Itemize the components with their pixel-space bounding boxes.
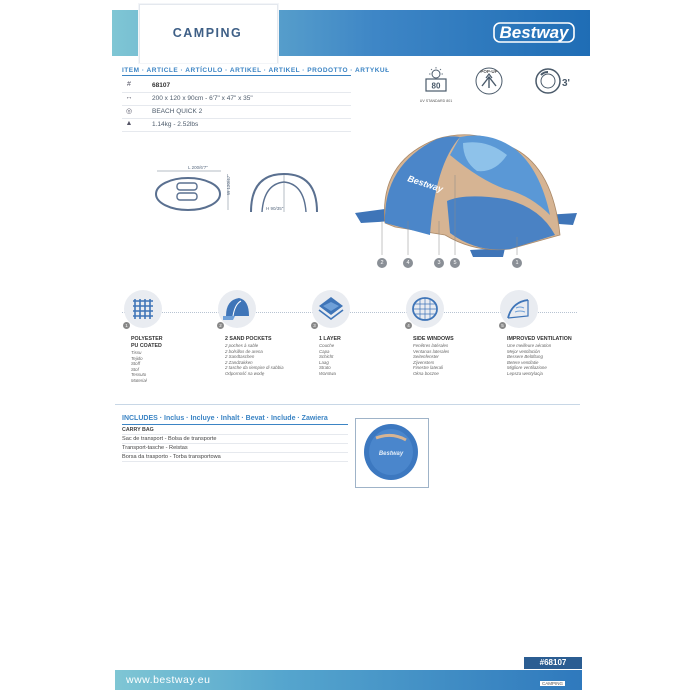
dimension-arrow-icon: ↔ (125, 94, 133, 101)
feature-translation: 2 Sandtaschen (225, 354, 255, 360)
feature-translation: Seitenfenster (413, 354, 439, 360)
callout-marker: 5 (450, 258, 460, 268)
feature-translation: Tessuto (131, 372, 147, 378)
feature-title: SIDE WINDOWS (413, 336, 454, 342)
feature-text (319, 336, 341, 377)
includes-row: Transport-tasche - Reistas (122, 444, 348, 453)
feature-text (413, 336, 454, 377)
feature-translation: Stof (131, 366, 139, 372)
carry-bag-image (362, 422, 420, 482)
feature-translation: Odporność na wodę (225, 370, 265, 376)
feature-translation: Stoff (131, 361, 141, 367)
category-label: CAMPING (172, 26, 243, 40)
includes-rule (122, 424, 348, 425)
feature-number: 4 (405, 322, 412, 329)
callout-marker: 4 (403, 258, 413, 268)
includes-row: Sac de transport - Bolsa de transporte (122, 435, 348, 444)
ventilation-icon (504, 294, 534, 324)
sand-pocket-icon (223, 294, 251, 322)
svg-text:Bestway: Bestway (378, 451, 404, 457)
feature-number: 1 (123, 322, 130, 329)
feature-title-2: PU COATED (131, 343, 162, 349)
item-row (122, 119, 351, 132)
uv-standard-label: UV STANDARD 801 (419, 99, 453, 103)
feature-translation: Ventanas laterales (413, 348, 450, 354)
feature-translation: Mejor ventilación (507, 348, 540, 354)
feature-translation: Materiał (131, 377, 147, 383)
popup-label: POP-UP (480, 69, 498, 74)
item-number: 68107 (152, 82, 171, 89)
tent-product-image (355, 125, 580, 265)
feature-translation: Strato (319, 365, 331, 371)
feature-translation: Tejido (131, 355, 143, 361)
fabric-weave-icon (130, 296, 156, 322)
callout-marker: 2 (377, 258, 387, 268)
weight-icon: ▲ (125, 120, 133, 127)
feature-translation: Une meilleure aération (507, 343, 552, 348)
callout-marker: 1 (512, 258, 522, 268)
feature-translation: Fenêtres latérales (413, 343, 449, 348)
feature-translation: Zijvensters (413, 359, 435, 365)
feature-translation: Warstwa (319, 370, 336, 376)
uv-protection-icon (420, 66, 452, 100)
feature-title: 1 LAYER (319, 336, 341, 342)
feature-text (507, 336, 572, 377)
feature-translation: Tissu (131, 350, 142, 355)
feature-translation: Laag (319, 359, 329, 365)
feature-translation: Migliore ventilazione (507, 365, 547, 371)
feature-translation: 2 poches à sable (225, 343, 259, 348)
front-view-diagram (246, 170, 322, 215)
hash-icon: # (127, 81, 131, 88)
feature-translation: Schicht (319, 354, 334, 360)
feature-number: 2 (217, 322, 224, 329)
height-label: H 90/35" (266, 206, 284, 211)
item-row (122, 93, 351, 106)
feature-title: IMPROVED VENTILATION (507, 336, 572, 342)
feature-title: 2 SAND POCKETS (225, 336, 272, 342)
feature-translation: Bessere Belüftung (507, 354, 543, 360)
feature-translation: Capa (319, 348, 330, 354)
includes-row: Borsa da trasporto - Torba transportowa (122, 453, 348, 462)
feature-translation: Lepsza wentylacja (507, 370, 543, 376)
feature-text (131, 336, 163, 384)
svg-text:80: 80 (431, 81, 441, 91)
bestway-logo (492, 20, 578, 46)
side-window-icon (411, 295, 439, 323)
feature-title: POLYESTER (131, 336, 163, 342)
footer-url-link[interactable]: www.bestway.eu (126, 674, 211, 686)
feature-translation: Okna boczne (413, 370, 439, 376)
item-title-rule (122, 75, 351, 76)
svg-text:Bestway: Bestway (499, 23, 569, 42)
product-code-tab: #68107 (524, 657, 582, 669)
feature-translation: Finestre laterali (413, 365, 444, 371)
footer-category: CAMPING (542, 681, 564, 686)
item-row (122, 80, 351, 93)
svg-text:Bestway: Bestway (406, 173, 445, 195)
setup-time: 3' (562, 78, 570, 89)
item-model: BEACH QUICK 2 (152, 108, 203, 115)
feature-text (225, 336, 284, 377)
callout-marker: 3 (434, 258, 444, 268)
feature-translation: 2 bolsillos de arena (225, 348, 263, 354)
feature-number: 3 (311, 322, 318, 329)
item-row (122, 106, 351, 119)
feature-translation: 2 tasche da riempire di sabbia (225, 365, 284, 371)
item-dimensions: 200 x 120 x 90cm - 6'7" x 47" x 35" (152, 95, 253, 102)
feature-translation: Couche (319, 343, 335, 348)
item-section-title: ITEM · ARTICLE · ARTÍCULO · ARTIKEL · ARTIKEL · PRODOTTO · ARTYKUŁ (122, 67, 390, 74)
feature-translation: Betere ventilatie (507, 359, 539, 365)
includes-row: CARRY BAG (122, 426, 348, 435)
includes-title: INCLUDES · Inclus · Incluye · Inhalt · Bevat · Include · Zawiera (122, 415, 328, 422)
feature-number: 5 (499, 322, 506, 329)
section-divider (115, 404, 580, 405)
width-label: W 120/47" (226, 174, 231, 195)
feature-translation: 2 Zandzakken (225, 359, 253, 365)
item-weight: 1.14kg - 2.52lbs (152, 121, 199, 128)
tent-model-icon: ◎ (125, 108, 133, 115)
length-label: L 200/6'7" (188, 165, 208, 170)
layer-icon (317, 294, 345, 322)
setup-timer-icon (533, 66, 563, 96)
